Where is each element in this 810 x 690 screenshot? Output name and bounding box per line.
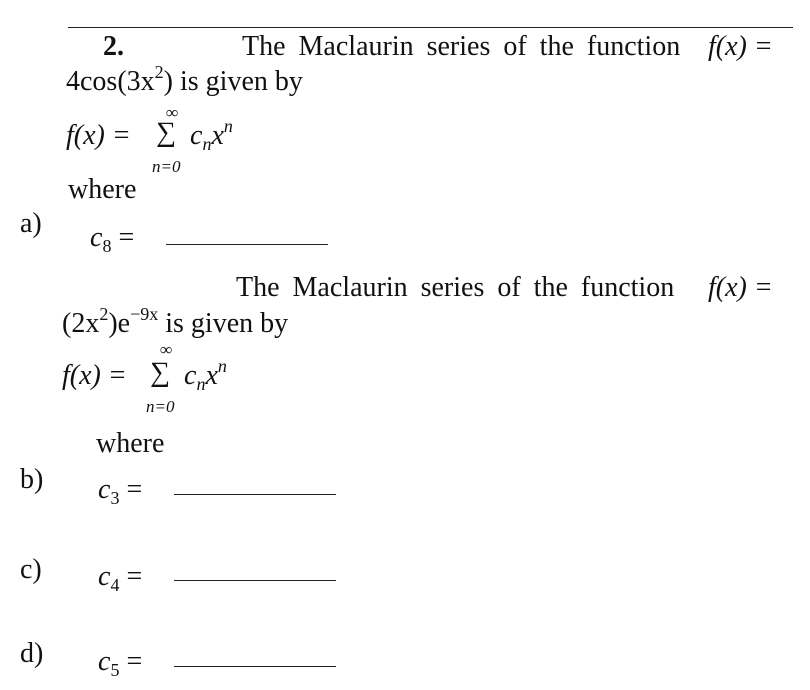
function-b-expression: $(2x^2)e^{-9x}$ is given by (62, 304, 289, 339)
series-lhs-b: f(x) = (62, 360, 127, 391)
top-rule (68, 27, 793, 28)
problem-number: 2. (103, 31, 124, 62)
part-d-label: d) (20, 638, 44, 669)
part-a-label: a) (20, 208, 42, 239)
series-term-b: $c_nx^n$ (184, 356, 227, 394)
function-label-a: f(x) = (708, 31, 773, 62)
series-upper-limit-b: ∞ (160, 340, 173, 359)
part-d-coefficient: $c_5$ = (98, 646, 143, 680)
series-upper-limit-a: ∞ (166, 103, 179, 122)
series-lower-limit-b: n=0 (146, 397, 175, 416)
part-b-coefficient: $c_3$ = (98, 474, 143, 508)
series-lower-limit-a: n=0 (152, 157, 181, 176)
problem-intro-a: The Maclaurin series of the function (242, 31, 681, 62)
where-a: where (68, 174, 137, 205)
sigma-icon: ∑ (156, 117, 176, 148)
series-lhs-a: f(x) = (66, 120, 131, 151)
where-b: where (96, 428, 165, 459)
answer-blank-d[interactable] (174, 666, 336, 667)
function-a-expression: $4\cos(3x^2)$ is given by (66, 62, 303, 97)
part-c-coefficient: $c_4$ = (98, 561, 143, 595)
answer-blank-a[interactable] (166, 244, 328, 245)
series-term-a: $c_nx^n$ (190, 116, 233, 154)
function-label-b: f(x) = (708, 272, 773, 303)
answer-blank-b[interactable] (174, 494, 336, 495)
part-a-coefficient: $c_8$ = (90, 222, 135, 256)
part-b-label: b) (20, 464, 44, 495)
sigma-icon: ∑ (150, 357, 170, 388)
part-c-label: c) (20, 554, 42, 585)
answer-blank-c[interactable] (174, 580, 336, 581)
problem-intro-b: The Maclaurin series of the function (236, 272, 675, 303)
